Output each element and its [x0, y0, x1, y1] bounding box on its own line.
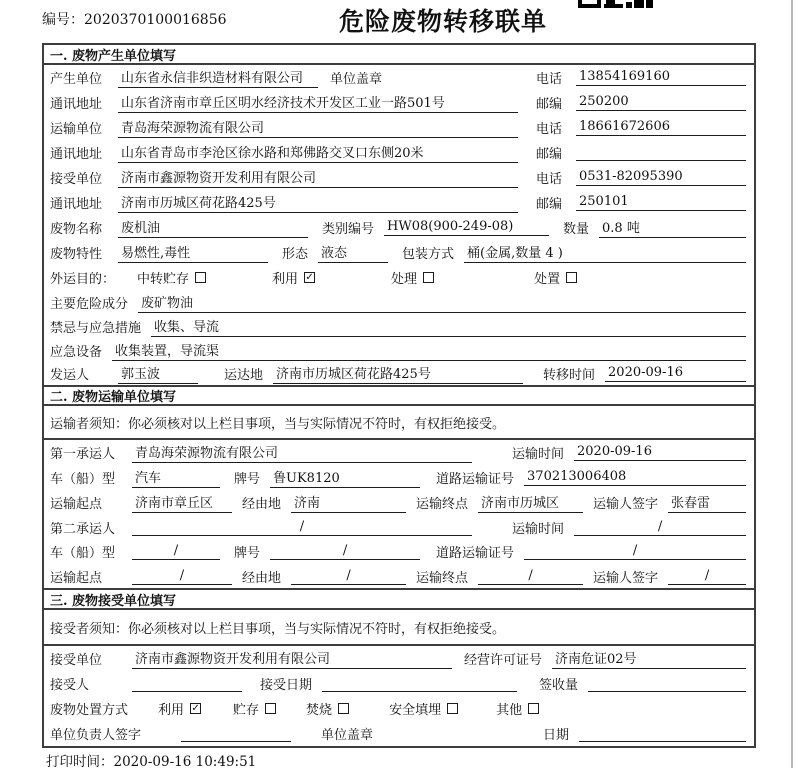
unit-seal-label: 单位盖章 — [321, 728, 374, 743]
hazard-component-row — [44, 290, 754, 314]
checkbox-incinerate — [338, 703, 349, 714]
zip-label: 邮编 — [536, 147, 563, 162]
waste-name-row — [44, 215, 754, 240]
receiving-unit-value: 济南市鑫源物资开发利用有限公司 — [132, 648, 452, 669]
address-label: 通讯地址 — [50, 197, 103, 212]
transporter-address-row — [44, 140, 754, 165]
producer-address-row — [44, 90, 754, 115]
carrier-sign-value: / — [668, 568, 746, 585]
destination-label: 运达地 — [224, 368, 264, 383]
receipt-date-label: 接受日期 — [260, 678, 313, 693]
print-time-label: 打印时间： — [46, 754, 114, 768]
qr-block — [626, 2, 632, 8]
endpoint-label: 运输终点 — [416, 497, 469, 512]
endpoint-value: / — [478, 568, 583, 585]
producer-value: 山东省永信非织造材料有限公司 — [118, 67, 318, 88]
shipper-value: 郭玉波 — [118, 363, 198, 384]
disposal-method-row — [44, 696, 754, 721]
received-qty-label: 签收量 — [539, 678, 579, 693]
receiver-value: 济南市鑫源物资开发利用有限公司 — [118, 167, 518, 188]
qr-block — [634, 0, 644, 8]
vehicle-row-2 — [44, 539, 754, 564]
hazard-value: 废矿物油 — [138, 292, 746, 313]
second-carrier-label: 第二承运人 — [50, 521, 116, 537]
origin-label: 运输起点 — [50, 497, 103, 512]
phone-label: 电话 — [536, 172, 563, 187]
disposal-label: 废物处置方式 — [50, 703, 129, 718]
unit-seal-label: 单位盖章 — [330, 72, 383, 87]
receipt-row — [44, 671, 754, 696]
checkbox-store — [265, 703, 276, 714]
head-signature-label: 单位负责人签字 — [50, 728, 142, 743]
print-time — [46, 750, 256, 768]
signature-row — [44, 721, 754, 746]
checkbox-other — [528, 703, 539, 714]
packaging-value: 桶(金属,数量 4 ) — [464, 242, 746, 263]
option-incinerate: 焚烧 — [306, 703, 333, 718]
waste-name-label: 废物名称 — [50, 222, 103, 237]
vehicle-type-label: 车（船）型 — [50, 546, 116, 561]
form-label: 形态 — [282, 247, 309, 262]
document-number-value: 2020370100016856 — [84, 12, 227, 28]
checkbox-dispose — [566, 272, 577, 283]
transporter-notice-row — [44, 406, 754, 440]
section2-header — [44, 385, 754, 406]
phone-value: 13854169160 — [576, 69, 746, 86]
quantity-label: 数量 — [563, 222, 590, 237]
receiver-label: 接受单位 — [50, 172, 103, 187]
option-store: 贮存 — [233, 703, 260, 718]
shipper-label: 发运人 — [50, 368, 90, 383]
receiver-notice-row — [44, 610, 754, 646]
checkbox-treat — [423, 272, 434, 283]
carrier-sign-value: 张春雷 — [668, 492, 746, 513]
purpose-label: 外运目的： — [50, 272, 116, 287]
road-permit-value: 370213006408 — [524, 469, 746, 486]
shipper-row — [44, 362, 754, 385]
license-label: 经营许可证号 — [464, 653, 543, 668]
qr-block — [578, 0, 601, 8]
transporter-label: 运输单位 — [50, 122, 103, 137]
head-signature-value — [181, 726, 291, 742]
address-label: 通讯地址 — [50, 147, 103, 162]
category-label: 类别编号 — [322, 222, 375, 237]
carrier-sign-label: 运输人签字 — [593, 497, 659, 512]
section1-title: 一. 废物产生单位填写 — [50, 48, 177, 64]
waste-name-value: 废机油 — [118, 217, 308, 238]
received-qty-value — [588, 676, 746, 692]
road-permit-value: / — [524, 543, 746, 560]
road-permit-label: 道路运输证号 — [436, 546, 515, 561]
zip-value: 250101 — [576, 194, 746, 211]
second-carrier-row — [44, 515, 754, 539]
receiving-unit-label: 接受单位 — [50, 653, 103, 668]
address-value: 济南市历城区荷花路425号 — [118, 192, 518, 213]
zip-value: 250200 — [576, 94, 746, 111]
road-permit-label: 道路运输证号 — [436, 472, 515, 487]
checkbox-transfer-storage — [195, 272, 206, 283]
phone-label: 电话 — [536, 122, 563, 137]
zip-label: 邮编 — [536, 197, 563, 212]
document-number-label: 编号： — [42, 12, 84, 28]
character-label: 废物特性 — [50, 247, 103, 262]
origin-label: 运输起点 — [50, 570, 103, 586]
outbound-purpose-row — [44, 265, 754, 290]
via-label: 经由地 — [242, 497, 282, 512]
first-carrier-label: 第一承运人 — [50, 447, 116, 462]
zip-label: 邮编 — [536, 97, 563, 112]
checkbox-landfill — [447, 703, 458, 714]
receiver-row — [44, 165, 754, 190]
page-edge-divider — [791, 0, 793, 768]
producer-row — [44, 65, 754, 90]
phone-value: 0531-82095390 — [576, 169, 746, 186]
first-carrier-row — [44, 440, 754, 465]
category-value: HW08(900-249-08) — [384, 219, 549, 236]
origin-value: / — [132, 568, 232, 585]
waste-character-row — [44, 240, 754, 265]
date-label: 日期 — [543, 728, 570, 743]
receiver-person-label: 接受人 — [50, 678, 90, 693]
option-other: 其他 — [496, 703, 523, 718]
manifest-form-table — [42, 43, 756, 748]
zip-value — [576, 145, 746, 161]
carrier-sign-label: 运输人签字 — [593, 570, 659, 586]
hazard-label: 主要危险成分 — [50, 296, 129, 312]
address-value: 山东省济南市章丘区明水经济技术开发区工业一路501号 — [118, 92, 518, 113]
checkbox-utilize: ✓ — [305, 272, 314, 283]
producer-label: 产生单位 — [50, 72, 103, 87]
packaging-label: 包装方式 — [402, 247, 455, 262]
transport-time-label: 运输时间 — [512, 521, 565, 537]
option-landfill: 安全填埋 — [389, 703, 442, 718]
transport-time-value: 2020-09-16 — [574, 444, 746, 461]
transporter-notice: 运输者须知：你必须核对以上栏目事项，当与实际情况不符时，有权拒绝接受。 — [50, 416, 506, 432]
section3-header — [44, 588, 754, 610]
section2-title: 二. 废物运输单位填写 — [50, 390, 177, 405]
phone-label: 电话 — [536, 72, 563, 87]
character-value: 易燃性,毒性 — [118, 242, 268, 263]
vehicle-type-value: 汽车 — [132, 467, 220, 488]
via-value: 济南 — [291, 492, 406, 513]
option-utilize: 利用 — [158, 703, 185, 718]
endpoint-value: 济南市历城区 — [478, 492, 583, 513]
route-row — [44, 490, 754, 515]
checkbox-utilize: ✓ — [191, 703, 200, 714]
page-title: 危险废物转移联单 — [338, 7, 547, 36]
emergency-equipment-row — [44, 338, 754, 362]
date-value — [579, 726, 746, 742]
plate-label: 牌号 — [234, 546, 261, 561]
via-value: / — [291, 568, 406, 585]
phone-value: 18661672606 — [576, 119, 746, 136]
transporter-value: 青岛海荣源物流有限公司 — [118, 117, 518, 138]
endpoint-label: 运输终点 — [416, 570, 469, 586]
transfer-time-value: 2020-09-16 — [605, 365, 746, 382]
equipment-value: 收集装置，导流渠 — [112, 340, 746, 361]
receiving-unit-row — [44, 646, 754, 671]
option-treat: 处理 — [391, 272, 418, 287]
transport-time-label: 运输时间 — [512, 447, 565, 462]
first-carrier-value: 青岛海荣源物流有限公司 — [132, 442, 472, 463]
address-label: 通讯地址 — [50, 97, 103, 112]
plate-value: 鲁UK8120 — [270, 467, 420, 488]
license-value: 济南危证02号 — [552, 648, 746, 669]
vehicle-type-label: 车（船）型 — [50, 472, 116, 487]
option-transfer-storage: 中转贮存 — [137, 272, 190, 287]
transfer-time-label: 转移时间 — [543, 368, 596, 383]
qr-block — [646, 0, 653, 8]
plate-value: / — [270, 543, 420, 560]
option-dispose: 处置 — [534, 272, 561, 287]
plate-label: 牌号 — [234, 472, 261, 487]
print-time-value: 2020-09-16 10:49:51 — [113, 754, 257, 768]
vehicle-type-value: / — [132, 543, 220, 560]
emergency-measures-row — [44, 314, 754, 338]
receiver-notice: 接受者须知：你必须核对以上栏目事项，当与实际情况不符时，有权拒绝接受。 — [50, 621, 506, 637]
form-value: 液态 — [318, 242, 388, 263]
origin-value: 济南市章丘区 — [132, 492, 232, 513]
receiver-person-value — [132, 676, 242, 692]
section1-header — [44, 45, 754, 65]
route-row-2 — [44, 564, 754, 588]
section3-title: 三. 废物接受单位填写 — [50, 593, 177, 609]
vehicle-row — [44, 465, 754, 490]
qr-block — [604, 4, 623, 8]
receipt-date-value — [322, 676, 517, 692]
taboo-label: 禁忌与应急措施 — [50, 320, 142, 336]
address-value: 山东省青岛市李沧区徐水路和郑佛路交叉口东侧20米 — [118, 142, 518, 163]
taboo-value: 收集、导流 — [151, 316, 746, 337]
second-carrier-value: / — [132, 519, 472, 536]
receiver-address-row — [44, 190, 754, 215]
option-utilize: 利用 — [272, 272, 299, 287]
transport-time-value: / — [574, 519, 746, 536]
transporter-row — [44, 115, 754, 140]
destination-value: 济南市历城区荷花路425号 — [273, 363, 523, 384]
quantity-value: 0.8 吨 — [599, 217, 746, 238]
equipment-label: 应急设备 — [50, 344, 103, 360]
via-label: 经由地 — [242, 570, 282, 586]
